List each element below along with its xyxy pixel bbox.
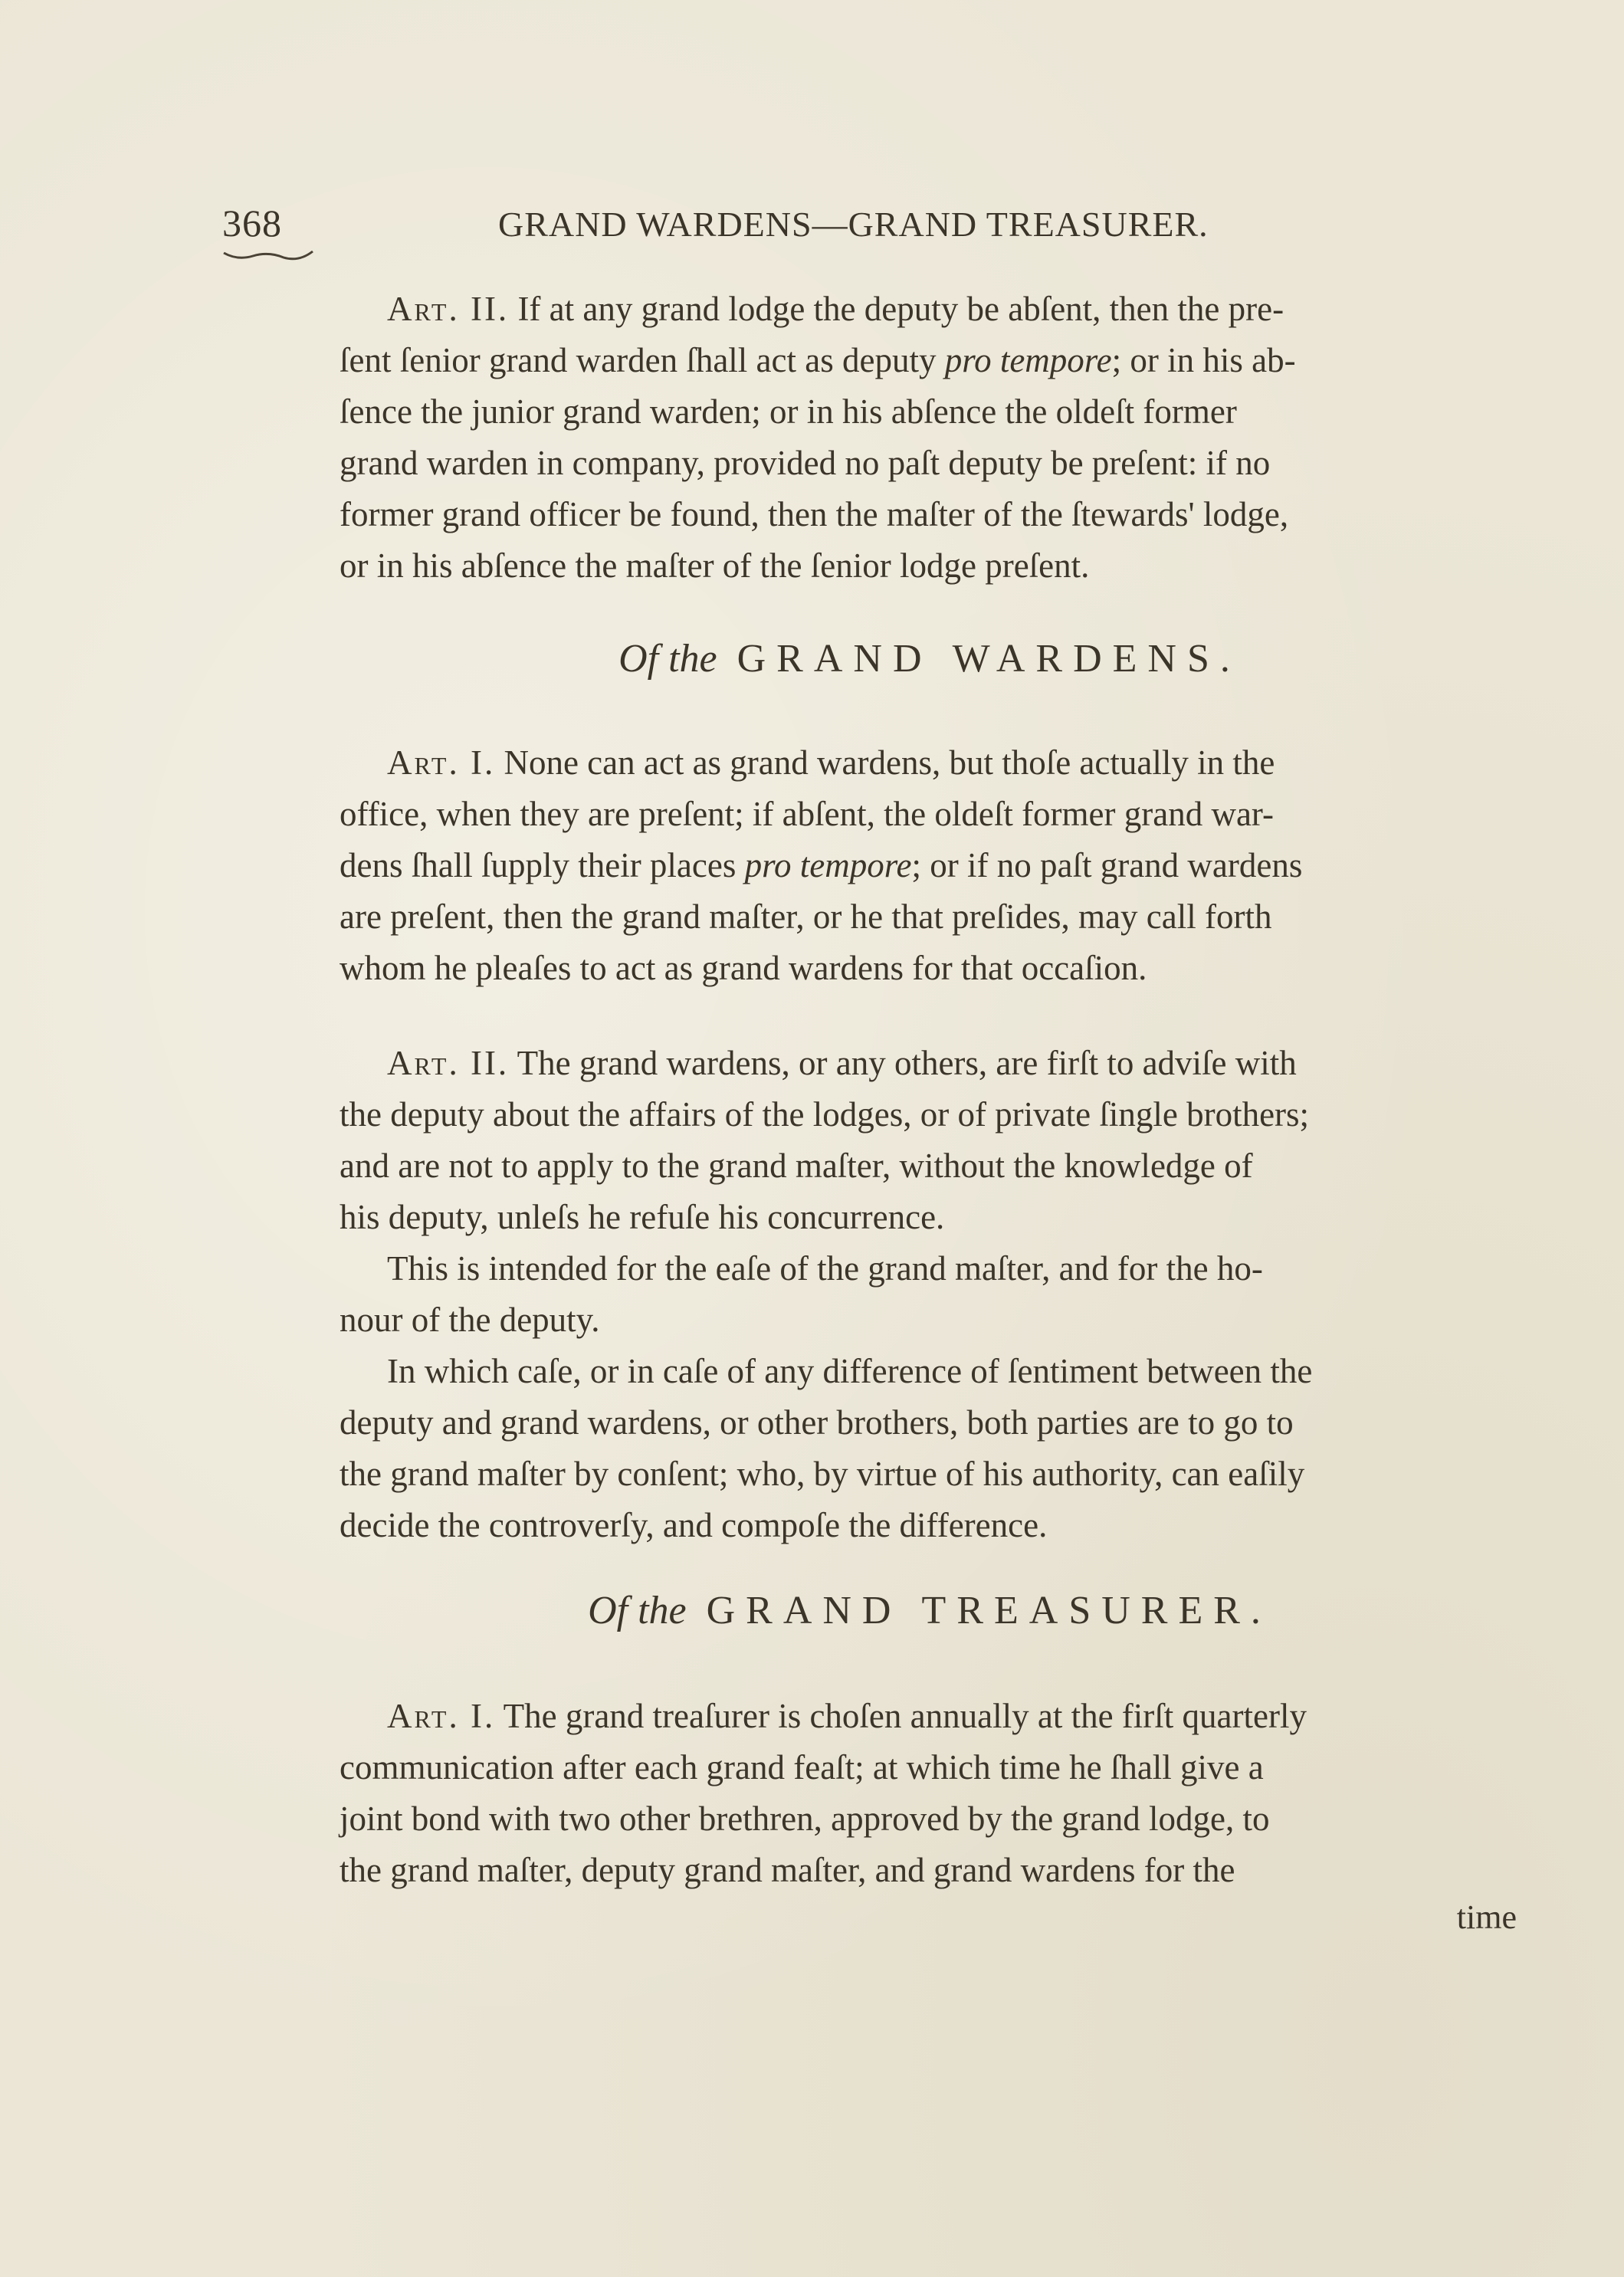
text-line: office, when they are preſent; if abſent, the oldeſt former grand war-	[340, 795, 1274, 833]
paragraph-art-ii-deputy-absent	[340, 284, 1520, 592]
text-line: Art. II. If at any grand lodge the deputy be abſent, then the pre-	[387, 290, 1284, 328]
text-line: the grand maſter by conſent; who, by virtue of his authority, can eaſily	[340, 1455, 1305, 1493]
section-heading-grand-wardens	[340, 636, 1520, 681]
article-label: Art. II.	[387, 290, 510, 328]
text-line: ſent ſenior grand warden ſhall act as deputy pro tempore; or in his ab-	[340, 341, 1296, 379]
paragraph-art-i-grand-treasurer	[340, 1691, 1520, 1896]
heading-title: GRAND WARDENS.	[737, 637, 1241, 681]
text-line: ſence the junior grand warden; or in his abſence the oldeſt former	[340, 392, 1237, 431]
text-line: and are not to apply to the grand maſter, without the knowledge of	[340, 1147, 1253, 1185]
text-line: decide the controverſy, and compoſe the difference.	[340, 1506, 1048, 1544]
text-line: This is intended for the eaſe of the grand maſter, and for the ho-	[387, 1249, 1263, 1288]
text-line: Art. II. The grand wardens, or any others, are firſt to adviſe with	[387, 1044, 1297, 1082]
running-title: GRAND WARDENS—GRAND TREASURER.	[498, 205, 1209, 244]
heading-prefix: Of the	[618, 637, 717, 681]
section-heading-grand-treasurer	[340, 1588, 1520, 1633]
flourish-ornament	[222, 248, 314, 262]
text-line: former grand officer be found, then the maſter of the ſtewards' lodge,	[340, 495, 1289, 533]
text-line: Art. I. None can act as grand wardens, but thoſe actually in the	[387, 743, 1275, 782]
text-line: nour of the deputy.	[340, 1301, 600, 1339]
text-line: dens ſhall ſupply their places pro tempore; or if no paſt grand wardens	[340, 846, 1303, 884]
text-line: In which caſe, or in caſe of any difference of ſentiment between the	[387, 1352, 1313, 1390]
text-line: are preſent, then the grand maſter, or he that preſides, may call forth	[340, 897, 1272, 936]
text-line: Art. I. The grand treaſurer is choſen annually at the firſt quarterly	[387, 1697, 1307, 1735]
text-line: joint bond with two other brethren, approved by the grand lodge, to	[340, 1800, 1270, 1838]
text-line: grand warden in company, provided no paſt deputy be preſent: if no	[340, 444, 1271, 482]
paragraph-art-ii-grand-wardens	[340, 1038, 1520, 1551]
article-label: Art. II.	[387, 1044, 510, 1082]
paragraph-art-i-grand-wardens	[340, 737, 1520, 994]
article-label: Art. I.	[387, 743, 496, 782]
heading-prefix: Of the	[588, 1589, 687, 1632]
text-line: whom he pleaſes to act as grand wardens for that occaſion.	[340, 949, 1147, 987]
catchword: time	[1456, 1898, 1517, 1936]
article-label: Art. I.	[387, 1697, 496, 1735]
page-number: 368	[222, 202, 282, 244]
text-line: his deputy, unleſs he refuſe his concurrence.	[340, 1198, 945, 1236]
text-line: communication after each grand feaſt; at which time he ſhall give a	[340, 1748, 1264, 1786]
text-line: the deputy about the affairs of the lodges, or of private ſingle brothers;	[340, 1095, 1310, 1134]
page-header	[222, 201, 1372, 254]
text-line: deputy and grand wardens, or other brothers, both parties are to go to	[340, 1403, 1294, 1442]
text-line: or in his abſence the maſter of the ſenior lodge preſent.	[340, 546, 1090, 585]
text-line: the grand maſter, deputy grand maſter, and grand wardens for the	[340, 1851, 1235, 1889]
heading-title: GRAND TREASURER.	[706, 1589, 1271, 1632]
